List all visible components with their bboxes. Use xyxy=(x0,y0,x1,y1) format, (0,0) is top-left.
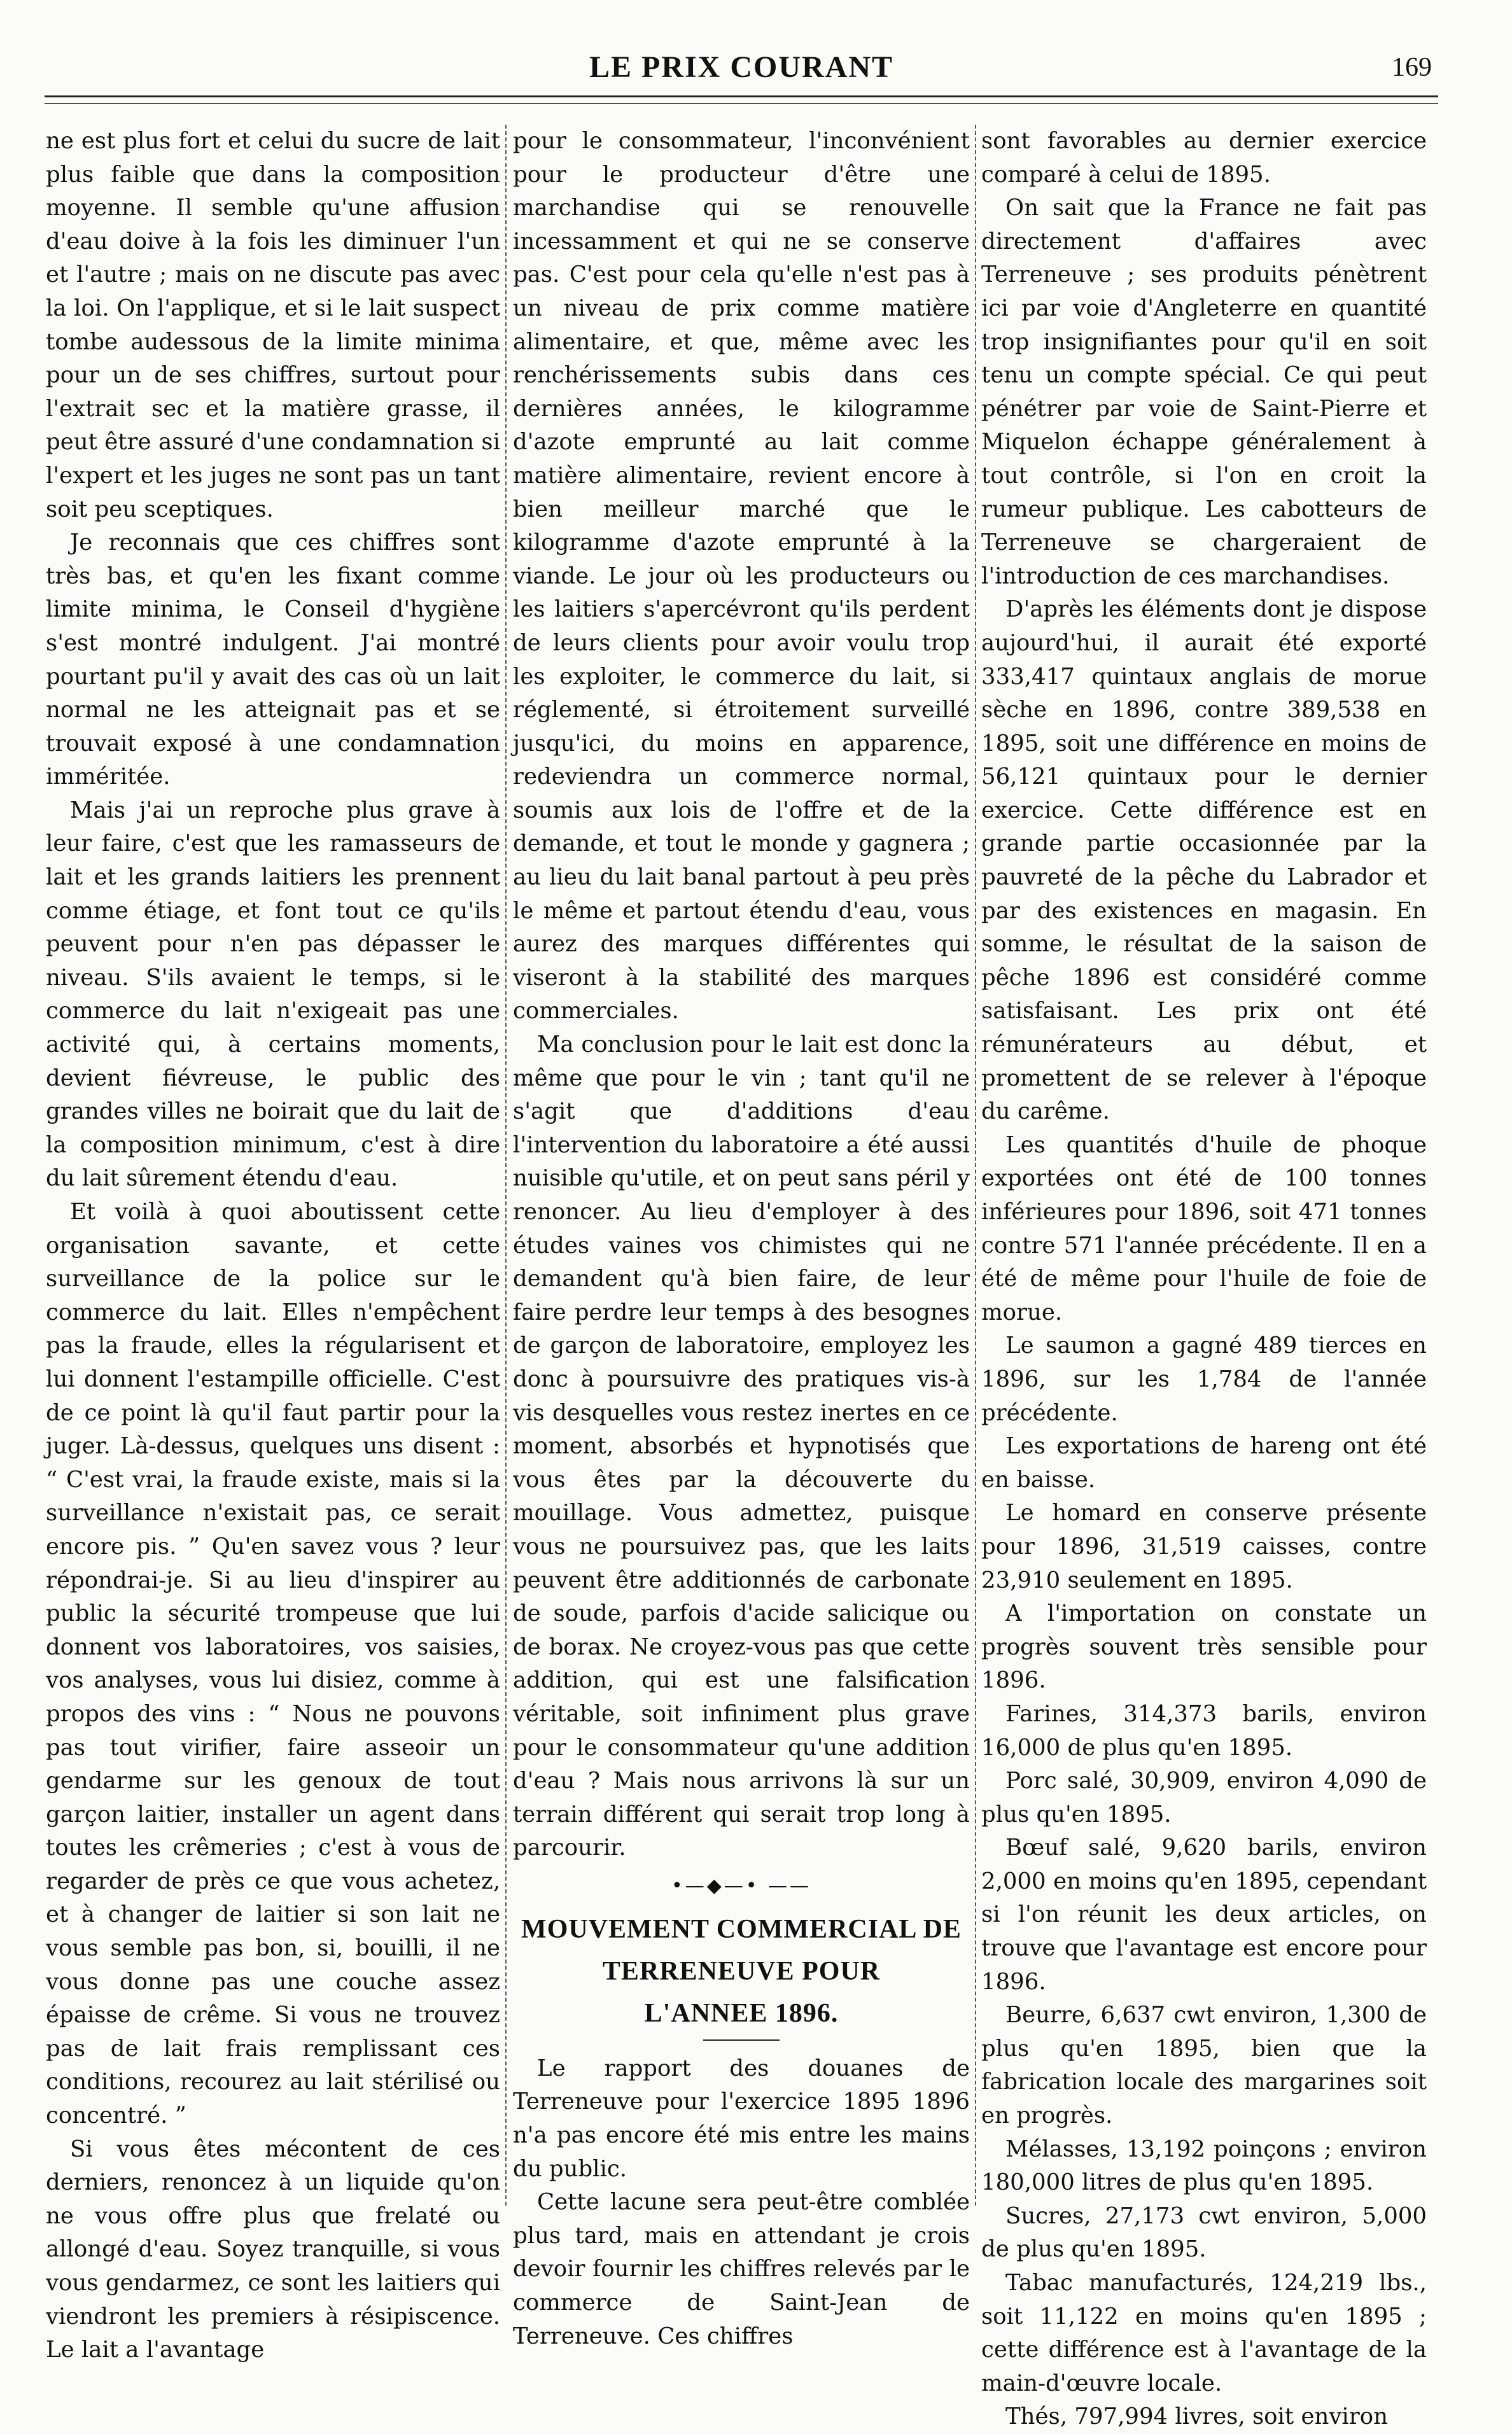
paragraph: Mais j'ai un reproche plus grave à leur faire, c'est que les ramasseurs de lait et les grands laitiers les prennent comme étiage, et font tout ce qu'ils peuvent pour n'en pas dépasser le niveau. S'ils avaient le temps, si le commerce du lait n'exigeait pas une activité qui, à certains moments, devient fiévreuse, le public des grandes villes ne boirait que du lait de la composition minimum, c'est à dire du lait sûrement étendu d'eau. xyxy=(46,797,500,1192)
column-3 xyxy=(981,125,1427,2430)
paragraph: Les exportations de hareng ont été en baisse. xyxy=(981,1433,1427,1493)
paragraph: A l'importation on constate un progrès souvent très sensible pour 1896. xyxy=(981,1600,1427,1694)
section-heading xyxy=(513,1911,970,2032)
paragraph: Beurre, 6,637 cwt environ, 1,300 de plus qu'en 1895, bien que la fabrication locale des margarines soit en progrès. xyxy=(981,2002,1427,2129)
paragraph: Ma conclusion pour le lait est donc la même que pour le vin ; tant qu'il ne s'agit que d'additions d'eau l'intervention du laboratoire a été aussi nuisible qu'utile, et on peut sans péril y renoncer. Au lieu d'employer à des études vaines vos chimistes qui ne demandent qu'à bien faire, de leur faire perdre leur temps à des besognes de garçon de laboratoire, employez les donc à poursuivre des pratiques vis-à vis desquelles vous restez inertes en ce moment, absorbés et hypnotisés que vous êtes par la découverte du mouillage. Vous admettez, puisque vous ne poursuivez pas, que les laits peuvent être additionnés de carbonate de soude, parfois d'acide salicique ou de borax. Ne croyez-vous pas que cette addition, qui est une falsification véritable, soit infiniment plus grave pour le consommateur qu'une addition d'eau ? Mais nous arrivons là sur un terrain différent qui serait trop long à parcourir. xyxy=(513,1032,970,1861)
section-title-line: TERRENEUVE POUR xyxy=(602,1956,881,1986)
page-header xyxy=(45,45,1438,95)
header-rule-thin xyxy=(45,103,1438,104)
paragraph: pour le consommateur, l'inconvénient pour le producteur d'être une marchandise qui se renouvelle incessamment et qui ne se conserve pas. C'est pour cela qu'elle n'est pas à un niveau de prix comme matière alimentaire, et que, même avec les renchérissements subis dans ces dernières années, le kilogramme d'azote emprunté au lait comme matière alimentaire, revient encore à bien meilleur marché que le kilogramme d'azote emprunté à la viande. Le jour où les producteurs ou les laitiers s'apercévront qu'ils perdent de leurs clients pour avoir voulu trop les exploiter, le commerce du lait, si réglementé, si étroitement surveillé jusqu'ici, du moins en apparence, redeviendra un commerce normal, soumis aux lois de l'offre et de la demande, et tout le monde y gagnera ; au lieu du lait banal partout à peu près le même et partout étendu d'eau, vous aurez des marques différentes qui viseront à la stabilité des marques commerciales. xyxy=(513,128,970,1025)
paragraph: Et voilà à quoi aboutissent cette organisation savante, et cette surveillance de la police sur le commerce du lait. Elles n'empêchent pas la fraude, elles la régularisent et lui donnent l'estampille officielle. C'est de ce point là qu'il faut partir pour la juger. Là-dessus, quelques uns disent : “ C'est vrai, la fraude existe, mais si la surveillance n'existait pas, ce serait encore pis. ” Qu'en savez vous ? leur répondrai-je. Si au lieu d'inspirer au public la sécurité trompeuse que lui donnent vos laboratoires, vos saisies, vos analyses, vous lui disiez, comme à propos des vins : “ Nous ne pouvons pas tout virifier, faire asseoir un gendarme sur les genoux de tout garçon laitier, installer un agent dans toutes les crêmeries ; c'est à vous de regarder de près ce que vous achetez, et à changer de laitier si son lait ne vous semble pas bon, si, bouilli, il ne vous donne pas une couche assez épaisse de crême. Si vous ne trouvez pas de lait frais remplissant ces conditions, recourez au lait stérilisé ou concentré. ” xyxy=(46,1199,500,2129)
paragraph: Si vous êtes mécontent de ces derniers, renoncez à un liquide qu'on ne vous offre plus que frelaté ou allongé d'eau. Soyez tranquille, si vous vous gendarmez, ce sont les laitiers qui viendront les premiers à résipiscence. Le lait a l'avantage xyxy=(46,2136,500,2363)
running-title: LE PRIX COURANT xyxy=(589,50,894,84)
section-title-line: L'ANNEE 1896. xyxy=(644,1998,839,2028)
page-number: 169 xyxy=(1392,53,1432,82)
paragraph: Cette lacune sera peut-être comblée plus tard, mais en attendant je crois devoir fournir les chiffres relevés par le commerce de Saint-Jean de Terreneuve. Ces chiffres xyxy=(513,2189,970,2349)
paragraph: sont favorables au dernier exercice comparé à celui de 1895. xyxy=(981,128,1427,188)
section-title-line: MOUVEMENT COMMERCIAL DE xyxy=(521,1914,962,1944)
column-separator-1 xyxy=(505,125,507,2206)
paragraph: Porc salé, 30,909, environ 4,090 de plus qu'en 1895. xyxy=(981,1768,1427,1828)
section-rule xyxy=(703,2039,780,2041)
paragraph: Je reconnais que ces chiffres sont très bas, et qu'en les fixant comme limite minima, le Conseil d'hygiène s'est montré indulgent. J'ai montré pourtant pu'il y avait des cas où un lait normal ne les atteignait pas et se trouvait exposé à une condamnation imméritée. xyxy=(46,529,500,790)
paragraph: ne est plus fort et celui du sucre de lait plus faible que dans la composition moyenne. Il semble qu'une affusion d'eau doive à la fois les diminuer l'un et l'autre ; mais on ne discute pas avec la loi. On l'applique, et si le lait suspect tombe audessous de la limite minima pour un de ses chiffres, surtout pour l'extrait sec et la matière grasse, il peut être assuré d'une condamnation si l'expert et les juges ne sont pas un tant soit peu sceptiques. xyxy=(46,128,500,522)
paragraph: Le saumon a gagné 489 tierces en 1896, sur les 1,784 de l'année précédente. xyxy=(981,1332,1427,1426)
column-2 xyxy=(513,125,970,2349)
paragraph: Le rapport des douanes de Terreneuve pour l'exercice 1895 1896 n'a pas encore été mis entre les mains du public. xyxy=(513,2055,970,2182)
paragraph: On sait que la France ne fait pas directement d'affaires avec Terreneuve ; ses produits pénètrent ici par voie d'Angleterre en quantité trop insignifiantes pour qu'il en soit tenu un compte spécial. Ce qui peut pénétrer par voie de Saint-Pierre et Miquelon échappe généralement à tout contrôle, si l'on en croit la rumeur publique. Les cabotteurs de Terreneuve se chargeraient de l'introduction de ces marchandises. xyxy=(981,195,1427,589)
column-1 xyxy=(46,125,500,2363)
paragraph: Farines, 314,373 barils, environ 16,000 de plus qu'en 1895. xyxy=(981,1700,1427,1761)
paragraph: Tabac manufacturés, 124,219 lbs., soit 11,122 en moins qu'en 1895 ; cette différence est à l'avantage de la main-d'œuvre locale. xyxy=(981,2270,1427,2396)
column-separator-2 xyxy=(975,125,976,2206)
paragraph: Les quantités d'huile de phoque exportées ont été de 100 tonnes inférieures pour 1896, soit 471 tonnes contre 571 l'année précédente. Il en a été de même pour l'huile de foie de morue. xyxy=(981,1131,1427,1325)
section-ornament: •—◆—• —— xyxy=(671,1874,811,1897)
paragraph: Mélasses, 13,192 poinçons ; environ 180,000 litres de plus qu'en 1895. xyxy=(981,2136,1427,2196)
paragraph: D'après les éléments dont je dispose aujourd'hui, il aurait été exporté 333,417 quintaux anglais de morue sèche en 1896, contre 389,538 en 1895, soit une différence en moins de 56,121 quintaux pour le dernier exercice. Cette différence est en grande partie occasionnée par la pauvreté de la pêche du Labrador et par des existences en magasin. En somme, le résultat de la saison de pêche 1896 est considéré comme satisfaisant. Les prix ont été rémunérateurs au début, et promettent de se relever à l'époque du carême. xyxy=(981,596,1427,1125)
paragraph: Sucres, 27,173 cwt environ, 5,000 de plus qu'en 1895. xyxy=(981,2202,1427,2263)
paragraph: Thés, 797,994 livres, soit environ xyxy=(1005,2403,1388,2430)
header-rule xyxy=(45,95,1438,97)
paragraph: Bœuf salé, 9,620 barils, environ 2,000 en moins qu'en 1895, cependant si l'on réunit les deux articles, on trouve que l'avantage est encore pour 1896. xyxy=(981,1835,1427,1995)
paragraph: Le homard en conserve présente pour 1896, 31,519 caisses, contre 23,910 seulement en 1895. xyxy=(981,1500,1427,1593)
